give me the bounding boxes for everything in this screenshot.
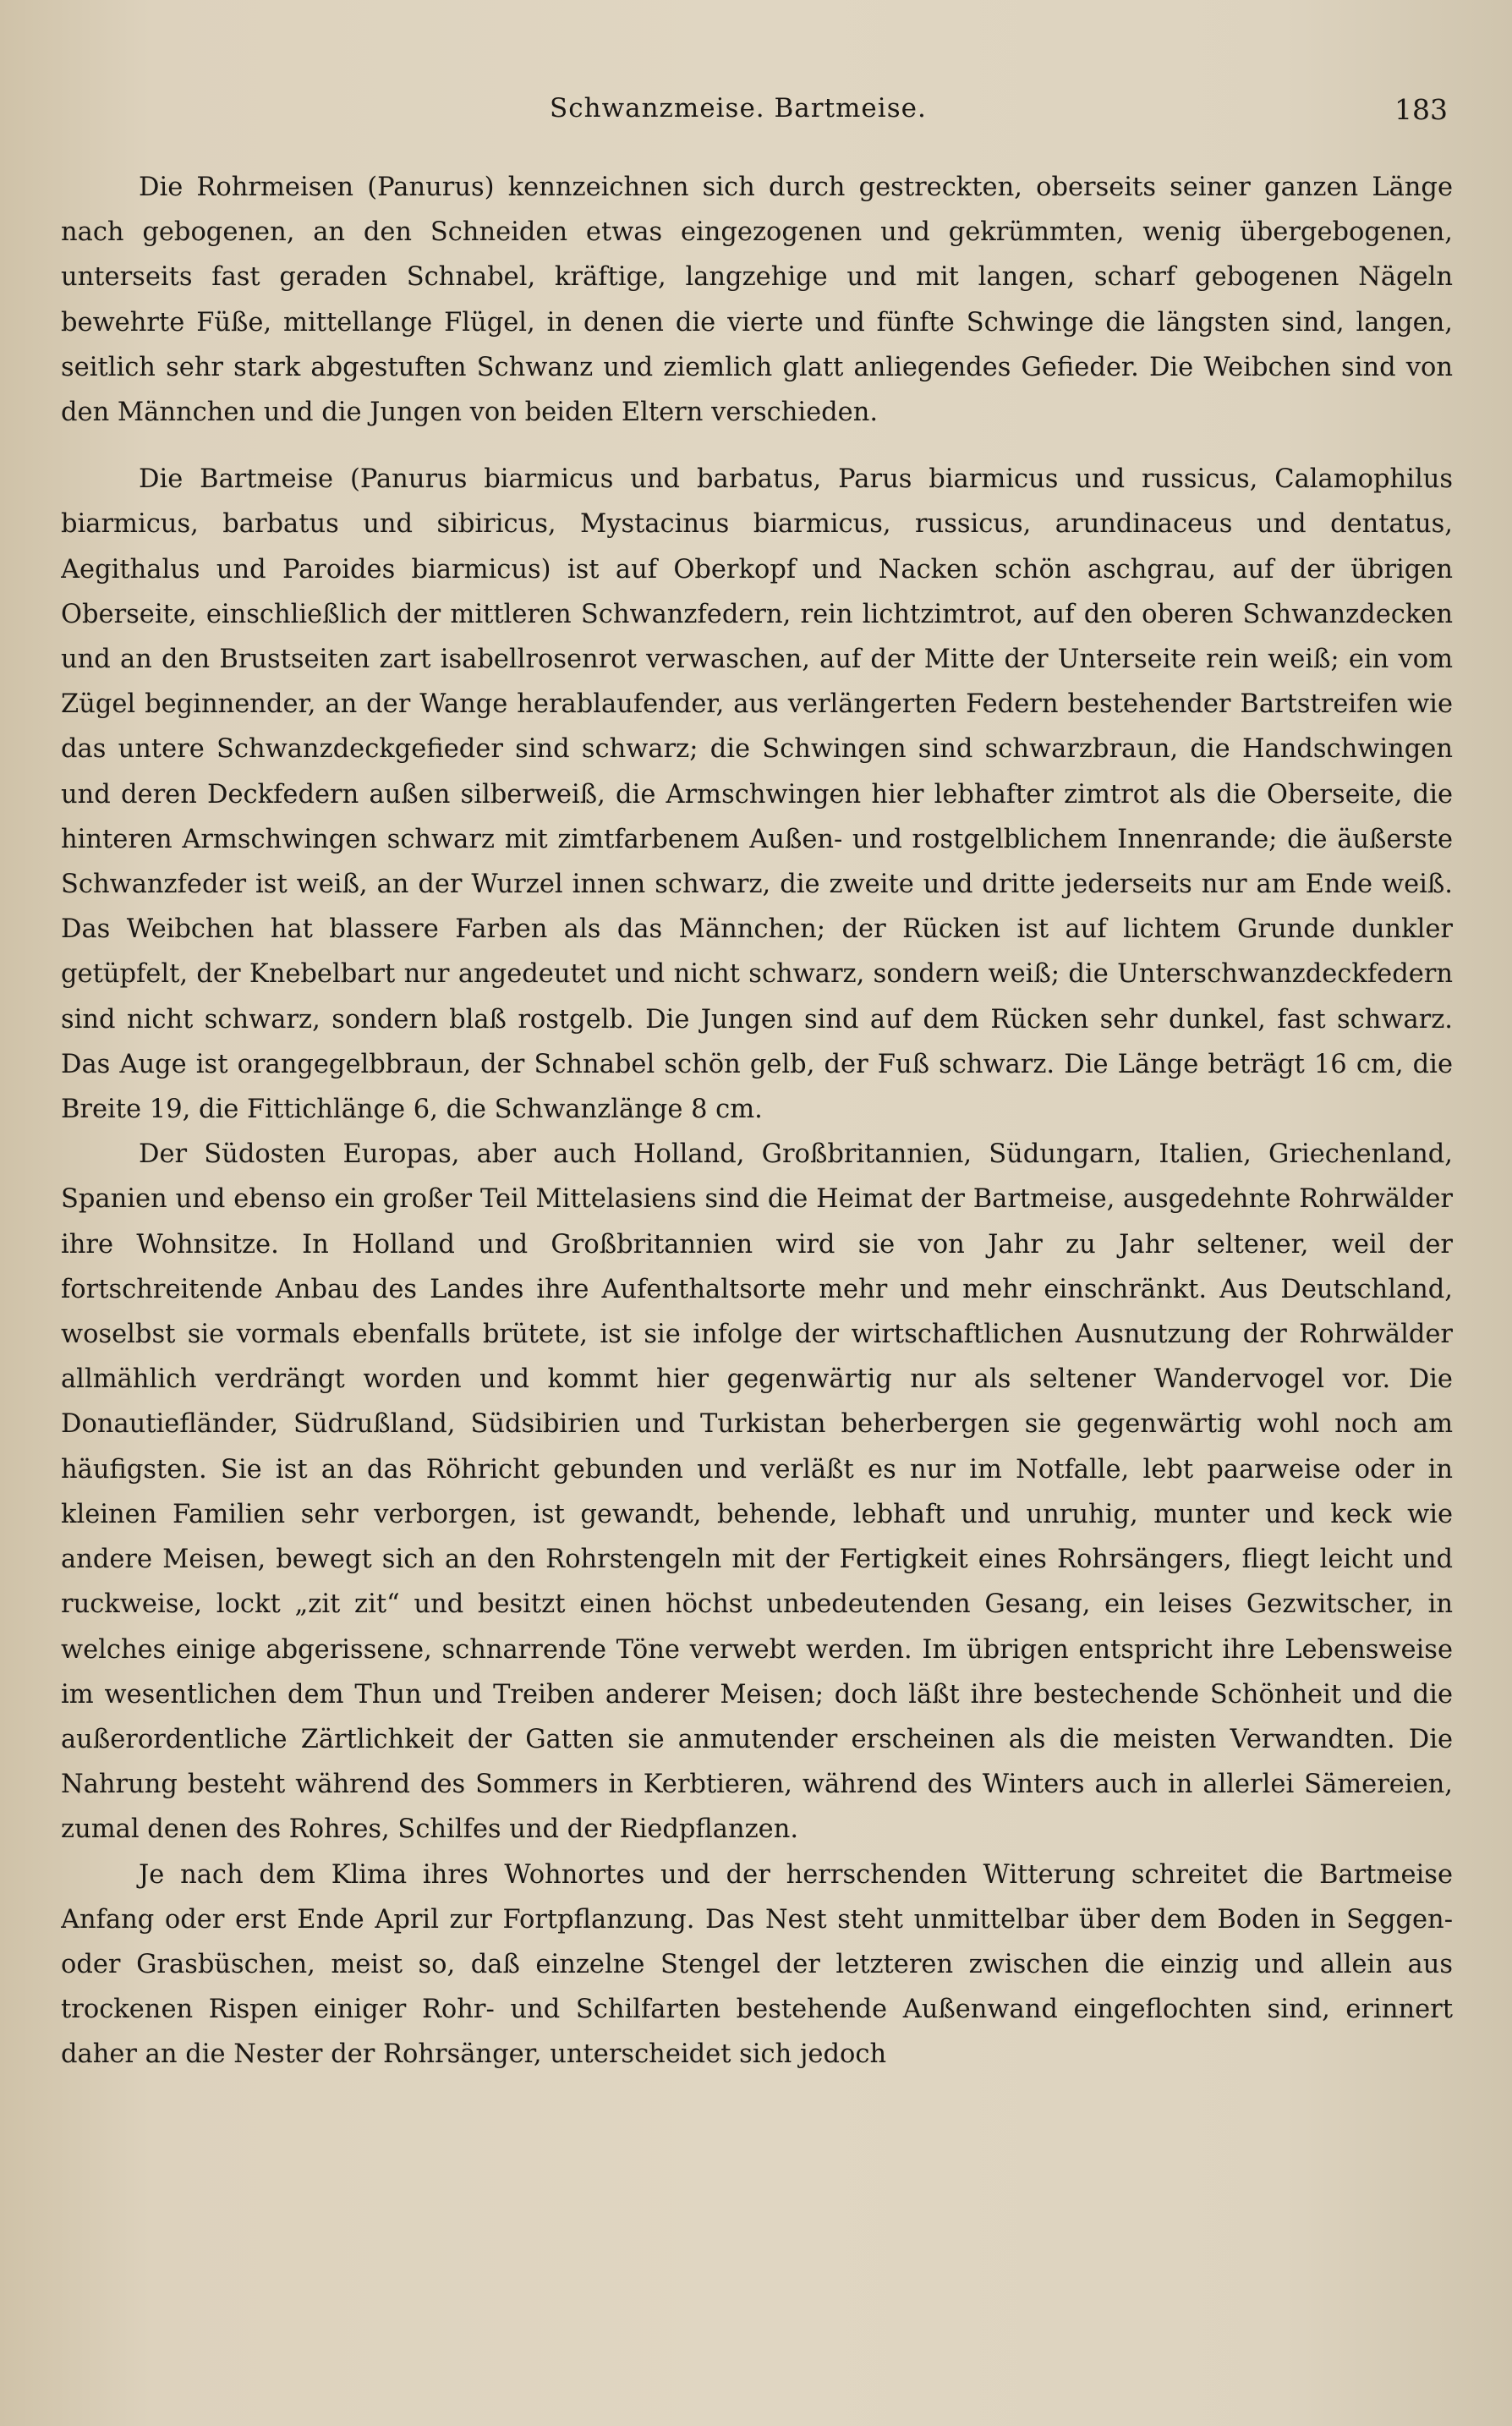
paragraph-rohrmeisen: Die Rohrmeisen (Panurus) kennzeichnen sich durch gestreckten, oberseits seiner ganzen Länge nach gebogenen, an den Schneiden etwas eingezogenen und gekrümmten, wenig übergebogenen, unterseits fast geraden Schnabel, kräftige, langzehige und mit langen, scharf gebogenen Nägeln bewehrte Füße, mittellange Flügel, in denen die vierte und fünfte Schwinge die längsten sind, langen, seitlich sehr stark abgestuften Schwanz und ziemlich glatt anliegendes Gefieder. Die Weibchen sind von den Männchen und die Jungen von beiden Eltern verschieden. bbox=[61, 173, 1453, 428]
paragraph-breeding: Je nach dem Klima ihres Wohnortes und der herrschenden Witterung schreitet die Bartmeise Anfang oder erst Ende April zur Fortpflanzung. Das Nest steht unmittelbar über dem Boden in Seggen- oder Grasbüschen, meist so, daß einzelne Stengel der letzteren zwischen die einzig und allein aus trockenen Rispen einiger Rohr- und Schilfarten bestehende Außenwand eingeflochten sind, erinnert daher an die Nester der Rohrsänger, unterscheidet sich jedoch bbox=[61, 1859, 1453, 2070]
running-title: Schwanzmeise. Bartmeise. bbox=[550, 93, 927, 123]
paragraph-bartmeise-description: Die Bartmeise (Panurus biarmicus und barbatus, Parus biarmicus und russicus, Calamophilus biarmicus, barbatus und sibiricus, Mystacinus biarmicus, russicus, arundinaceus und dentatus, Aegithalus und Paroides biarmicus) ist auf Oberkopf und Nacken schön aschgrau, auf der übrigen Oberseite, einschließlich der mittleren Schwanzfedern, rein lichtzimtrot, auf den oberen Schwanzdecken und an den Brustseiten zart isabellrosenrot verwaschen, auf der Mitte der Unterseite rein weiß; ein vom Zügel beginnender, an der Wange herablaufender, aus verlängerten Federn bestehender Bartstreifen wie das untere Schwanzdeckgefieder sind schwarz; die Schwingen sind schwarzbraun, die Handschwingen und deren Deckfedern außen silberweiß, die Armschwingen hier lebhafter zimtrot als die Oberseite, die hinteren Armschwingen schwarz mit zimtfarbenem Außen- und rostgelblichem Innenrande; die äußerste Schwanzfeder ist weiß, an der Wurzel innen schwarz, die zweite und dritte jederseits nur am Ende weiß. Das Weibchen hat blassere Farben als das Männchen; der Rücken ist auf lichtem Grunde dunkler getüpfelt, der Knebelbart nur angedeutet und nicht schwarz, sondern weiß; die Unterschwanzdeckfedern sind nicht schwarz, sondern blaß rostgelb. Die Jungen sind auf dem Rücken sehr dunkel, fast schwarz. Das Auge ist orangegelbbraun, der Schnabel schön gelb, der Fuß schwarz. Die Länge beträgt 16 cm, die Breite 19, die Fittichlänge 6, die Schwanzlänge 8 cm. bbox=[61, 464, 1453, 1125]
paragraph-distribution-behavior: Der Südosten Europas, aber auch Holland, Großbritannien, Südungarn, Italien, Griechenland, Spanien und ebenso ein großer Teil Mittelasiens sind die Heimat der Bartmeise, ausgedehnte Rohrwälder ihre Wohnsitze. In Holland und Großbritannien wird sie von Jahr zu Jahr seltener, weil der fortschreitende Anbau des Landes ihre Aufenthaltsorte mehr und mehr einschränkt. Aus Deutschland, woselbst sie vormals ebenfalls brütete, ist sie infolge der wirtschaftlichen Ausnutzung der Rohrwälder allmählich verdrängt worden und kommt hier gegenwärtig nur als seltener Wandervogel vor. Die Donautiefländer, Südrußland, Südsibirien und Turkistan beherbergen sie gegenwärtig wohl noch am häufigsten. Sie ist an das Röhricht gebunden und verläßt es nur im Notfalle, lebt paarweise oder in kleinen Familien sehr verborgen, ist gewandt, behende, lebhaft und unruhig, munter und keck wie andere Meisen, bewegt sich an den Rohrstengeln mit der Fertigkeit eines Rohrsängers, fliegt leicht und ruckweise, lockt „zit zit“ und besitzt einen höchst unbedeutenden Gesang, ein leises Gezwitscher, in welches einige abgerissene, schnarrende Töne verwebt werden. Im übrigen entspricht ihre Lebensweise im wesentlichen dem Thun und Treiben anderer Meisen; doch läßt ihre bestechende Schönheit und die außerordentliche Zärtlichkeit der Gatten sie anmutender erscheinen als die meisten Verwandten. Die Nahrung besteht während des Sommers in Kerbtieren, während des Winters auch in allerlei Sämereien, zumal denen des Rohres, Schilfes und der Riedpflanzen. bbox=[61, 1139, 1453, 1845]
page-header bbox=[0, 93, 1512, 135]
body-text bbox=[61, 165, 1453, 2398]
page-number: 183 bbox=[1394, 93, 1448, 126]
